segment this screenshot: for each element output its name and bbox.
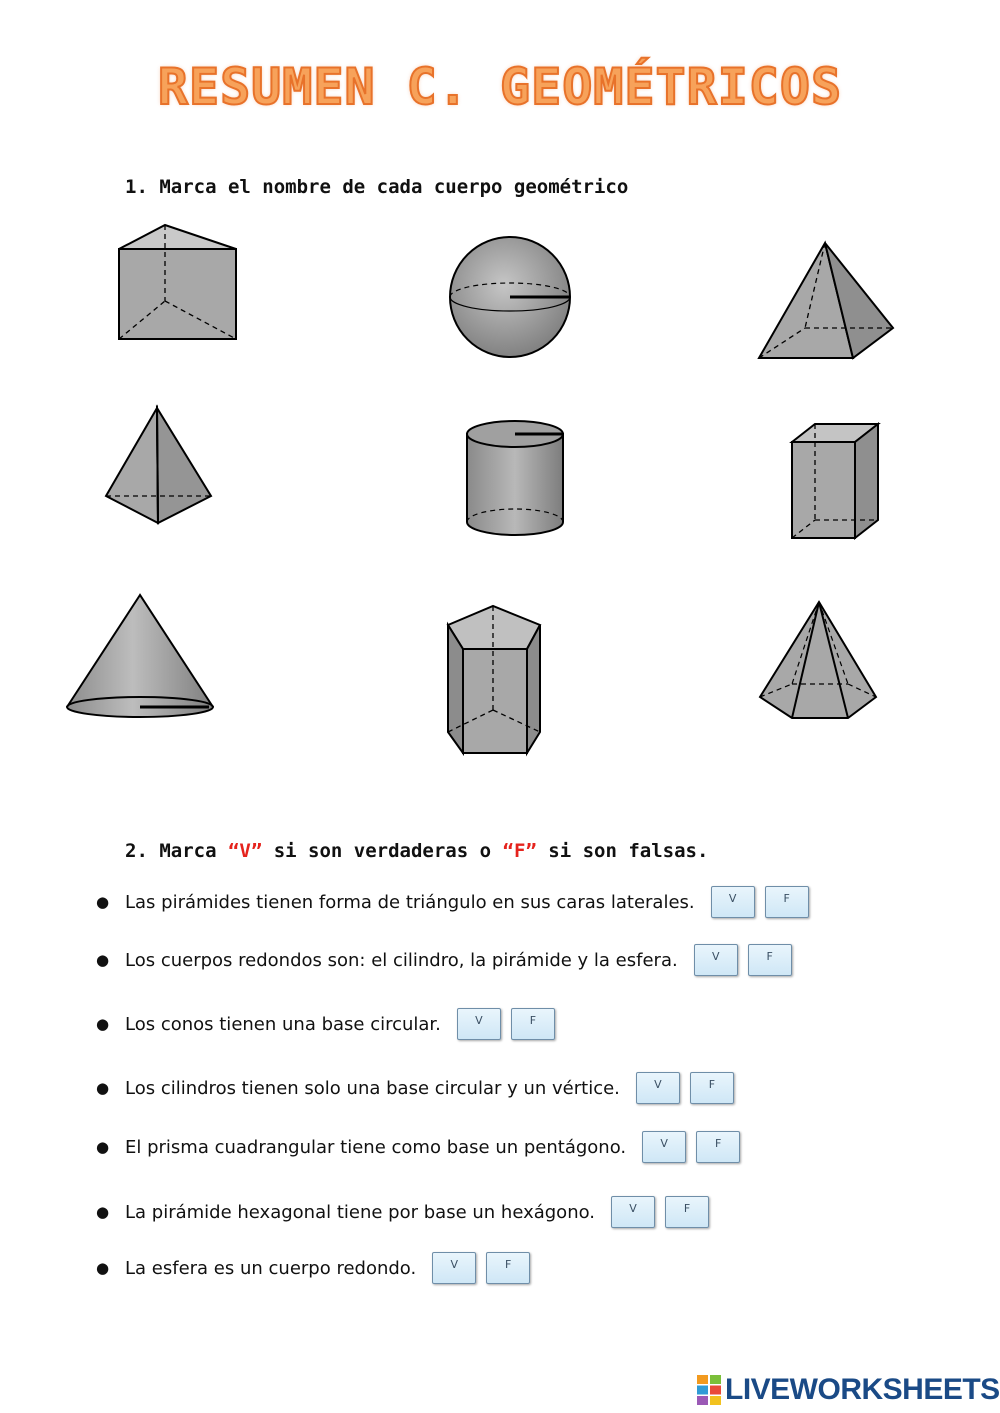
page-title: RESUMEN C. GEOMÉTRICOS <box>157 58 843 116</box>
statement-row <box>96 1004 555 1044</box>
false-letter: “F” <box>502 840 537 862</box>
false-option[interactable]: F <box>696 1131 740 1163</box>
true-option[interactable]: V <box>642 1131 686 1163</box>
bullet: ● <box>96 893 110 911</box>
statement-text: El prisma cuadrangular tiene como base un pentágono. <box>125 1136 627 1158</box>
false-option[interactable]: F <box>486 1252 530 1284</box>
statement-text: La pirámide hexagonal tiene por base un hexágono. <box>125 1201 596 1223</box>
rectangular-prism-figure <box>785 420 885 545</box>
statement-row <box>96 1127 740 1167</box>
bullet: ● <box>96 951 110 969</box>
section-1-heading: 1. Marca el nombre de cada cuerpo geométrico <box>125 176 629 198</box>
bullet: ● <box>96 1203 110 1221</box>
hexagonal-pyramid-figure <box>755 597 883 725</box>
true-option[interactable]: V <box>611 1196 655 1228</box>
statement-row <box>96 1248 530 1288</box>
section-2-mid: si son verdaderas o <box>262 840 503 862</box>
false-option[interactable]: F <box>765 886 809 918</box>
square-pyramid-figure-large <box>755 238 900 364</box>
true-option[interactable]: V <box>457 1008 501 1040</box>
liveworksheets-brand <box>697 1373 1000 1407</box>
false-option[interactable]: F <box>511 1008 555 1040</box>
pentagonal-prism-figure <box>442 602 548 757</box>
bullet: ● <box>96 1079 110 1097</box>
false-option[interactable]: F <box>690 1072 734 1104</box>
statement-text: Los cilindros tienen solo una base circular y un vértice. <box>125 1077 620 1099</box>
sphere-figure <box>445 232 575 362</box>
section-2-heading <box>125 840 708 862</box>
cone-figure <box>62 590 217 722</box>
statement-row <box>96 940 792 980</box>
false-option[interactable]: F <box>748 944 792 976</box>
true-option[interactable]: V <box>636 1072 680 1104</box>
section-2-prefix: 2. Marca <box>125 840 228 862</box>
statement-text: Los cuerpos redondos son: el cilindro, la pirámide y la esfera. <box>125 949 678 971</box>
statement-row <box>96 882 809 922</box>
triangular-prism-figure <box>110 220 245 345</box>
statement-text: La esfera es un cuerpo redondo. <box>125 1257 417 1279</box>
statement-text: Los conos tienen una base circular. <box>125 1013 441 1035</box>
bullet: ● <box>96 1138 110 1156</box>
section-2-suffix: si son falsas. <box>536 840 709 862</box>
statement-text: Las pirámides tienen forma de triángulo en sus caras laterales. <box>125 891 695 913</box>
square-pyramid-figure-small <box>100 400 218 528</box>
true-letter: “V” <box>227 840 263 862</box>
brand-text: LIVEWORKSHEETS <box>725 1373 1000 1406</box>
bullet: ● <box>96 1259 110 1277</box>
true-option[interactable]: V <box>694 944 738 976</box>
true-option[interactable]: V <box>432 1252 476 1284</box>
liveworksheets-logo-icon <box>697 1375 721 1405</box>
true-option[interactable]: V <box>711 886 755 918</box>
cylinder-figure <box>462 416 568 542</box>
statement-row <box>96 1068 734 1108</box>
bullet: ● <box>96 1015 110 1033</box>
statement-row <box>96 1192 709 1232</box>
false-option[interactable]: F <box>665 1196 709 1228</box>
